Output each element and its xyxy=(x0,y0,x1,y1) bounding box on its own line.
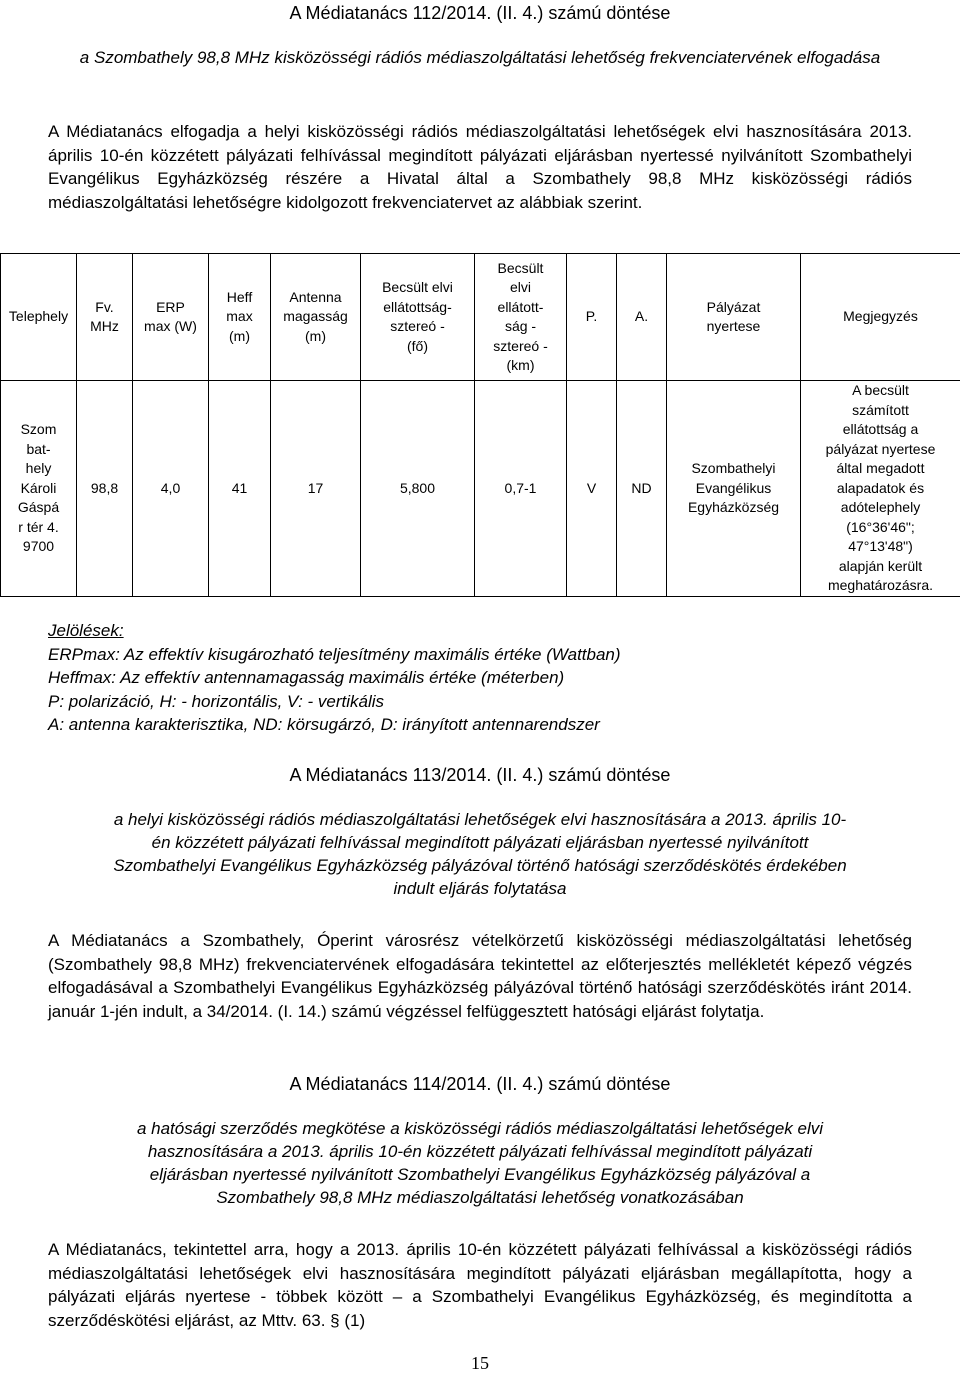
cell-coverage-people xyxy=(361,381,475,597)
cell-text-line: ellátottság a xyxy=(842,421,919,437)
cell-text-line: Gáspá xyxy=(17,499,60,515)
header-text-line: max (W) xyxy=(144,318,197,334)
cell-remark xyxy=(801,381,960,597)
header-erp-max xyxy=(133,254,209,381)
cell-telephely xyxy=(1,381,77,597)
header-frequency xyxy=(77,254,133,381)
header-telephely xyxy=(1,254,77,381)
cell-text-line: hely xyxy=(25,460,52,476)
header-winner xyxy=(667,254,801,381)
cell-text-line: bat- xyxy=(26,440,51,457)
header-text-line: ság - xyxy=(504,318,537,334)
header-text-line: Becsült elvi xyxy=(382,279,453,295)
cell-winner xyxy=(667,381,801,597)
cell-text-line: által megadott xyxy=(836,460,925,476)
header-text-line: ellátottság- xyxy=(383,298,452,315)
cell-text-line: (16°36'46"; xyxy=(846,518,915,535)
header-text-line: Heff xyxy=(226,288,253,305)
decision-114-subtitle xyxy=(48,1117,912,1209)
cell-text-line: pályázat nyertese xyxy=(825,440,936,457)
header-coverage-km xyxy=(475,254,567,381)
cell-coverage-km xyxy=(475,381,567,597)
decision-112-title: A Médiatanács 112/2014. (II. 4.) számú döntése xyxy=(289,3,671,23)
header-antenna-type xyxy=(617,254,667,381)
header-text-line: (m) xyxy=(305,327,326,344)
legend-line: Heffmax: Az effektív antennamagasság maximális értéke (méterben) xyxy=(48,668,565,687)
decision-113-title: A Médiatanács 113/2014. (II. 4.) számú döntése xyxy=(289,765,671,785)
subtitle-line: a helyi kisközösségi rádiós médiaszolgáltatási lehetőségek elvi hasznosítására a 2013. április 10- xyxy=(113,810,847,829)
subtitle-line: én közzétett pályázati felhívással megindított pályázati eljárásban nyertessé nyilvánított xyxy=(151,833,809,852)
header-text-line: magasság xyxy=(283,308,348,325)
subtitle-line: hasznosítására a 2013. április 10-én közzétett pályázati felhívással megindított pályázati xyxy=(147,1142,813,1161)
frequency-plan-table xyxy=(0,253,960,597)
cell-text-line: Károli xyxy=(20,479,57,496)
cell-text-line: A becsült xyxy=(852,382,909,398)
header-text-line: Megjegyzés xyxy=(843,308,918,325)
cell-antenna-height xyxy=(271,381,361,597)
header-coverage-people xyxy=(361,254,475,381)
table-row xyxy=(1,381,960,597)
header-text-line: Telephely xyxy=(8,308,69,325)
cell-erp-max xyxy=(133,381,209,597)
header-text-line: Pályázat xyxy=(706,298,761,315)
cell-text-line: V xyxy=(586,479,597,496)
subtitle-line: Szombathely 98,8 MHz médiaszolgáltatási lehetőség vonatkozásában xyxy=(216,1188,744,1207)
legend-line: A: antenna karakterisztika, ND: körsugárzó, D: irányított antennarendszer xyxy=(48,715,600,734)
subtitle-line: eljárásban nyertessé nyilvánított Szombathelyi Evangélikus Egyházközség pályázóval a xyxy=(149,1165,811,1184)
decision-114-title: A Médiatanács 114/2014. (II. 4.) számú döntése xyxy=(289,1074,671,1094)
cell-text-line: adótelephely xyxy=(840,499,921,515)
cell-text-line: 4,0 xyxy=(160,479,181,496)
header-heff-max xyxy=(209,254,271,381)
cell-text-line: 5,800 xyxy=(399,479,436,496)
cell-text-line: alapján került xyxy=(838,557,923,574)
header-text-line: P. xyxy=(585,308,598,325)
decision-113-subtitle xyxy=(48,808,912,900)
legend xyxy=(48,619,912,737)
cell-text-line: 41 xyxy=(231,479,248,496)
header-text-line: Becsült xyxy=(497,259,544,276)
cell-text-line: alapadatok és xyxy=(836,479,925,496)
cell-text-line: 47°13'48") xyxy=(848,538,913,554)
header-text-line: A. xyxy=(634,308,649,325)
cell-text-line: 9700 xyxy=(22,538,55,554)
decision-113-body: A Médiatanács a Szombathely, Óperint városrész vételkörzetű kisközösségi médiaszolgáltatási lehetőség (Szombathely 98,8 MHz) frekvenciatervének elfogadására tekintettel az előterjesztés mellékletét képező végzés elfogadásával a Szombathelyi Evangélikus Egyházközség pályázóval történő hatósági szerződéskötés iránt 2014. január 1-jén indult, a 34/2014. (I. 14.) számú végzéssel felfüggesztett hatósági eljárást folytatja. xyxy=(48,931,912,1021)
cell-text-line: 0,7-1 xyxy=(504,479,537,496)
cell-text-line: 17 xyxy=(307,479,324,496)
header-text-line: MHz xyxy=(90,318,119,334)
legend-line: ERPmax: Az effektív kisugározható teljesítmény maximális értéke (Wattban) xyxy=(48,644,621,664)
decision-114-body: A Médiatanács, tekintettel arra, hogy a 2013. április 10-én közzétett pályázati felhívással a kisközösségi rádiós médiaszolgáltatási lehetőségek elvi hasznosítására megindított pályázati eljárásban megállapította, hogy a pályázati eljárás nyertese - többek között – a Szombathelyi Evangélikus Egyházközség, és megindította a szerződéskötési eljárást, az Mttv. 63. § (1) xyxy=(48,1240,912,1330)
table-header-row xyxy=(1,254,960,381)
header-text-line: (m) xyxy=(229,327,250,344)
legend-line: P: polarizáció, H: - horizontális, V: - vertikális xyxy=(48,691,385,711)
page-number: 15 xyxy=(471,1353,489,1373)
header-text-line: (fő) xyxy=(407,337,428,354)
header-text-line: (km) xyxy=(506,357,535,373)
subtitle-line: a hatósági szerződés megkötése a kisközösségi rádiós médiaszolgáltatási lehetőségek elvi xyxy=(136,1119,824,1138)
header-text-line: elvi xyxy=(509,279,531,295)
cell-text-line: Szombathelyi xyxy=(691,460,776,476)
cell-antenna-type xyxy=(617,381,667,597)
header-text-line: ellátott- xyxy=(497,298,544,315)
header-antenna-height xyxy=(271,254,361,381)
header-text-line: Fv. xyxy=(95,298,114,315)
cell-text-line: 98,8 xyxy=(90,479,119,496)
cell-frequency xyxy=(77,381,133,597)
cell-text-line: Evangélikus xyxy=(695,479,772,496)
legend-title: Jelölések: xyxy=(48,621,124,640)
header-polarization xyxy=(567,254,617,381)
header-text-line: nyertese xyxy=(706,318,761,334)
cell-polarization xyxy=(567,381,617,597)
header-text-line: sztereó - xyxy=(390,318,445,334)
cell-text-line: Egyházközség xyxy=(687,499,780,515)
subtitle-line: indult eljárás folytatása xyxy=(393,879,567,898)
cell-text-line: ND xyxy=(631,479,652,496)
decision-112-subtitle: a Szombathely 98,8 MHz kisközösségi rádiós médiaszolgáltatási lehetőség frekvenciatervének elfogadása xyxy=(79,48,881,67)
cell-text-line: Szom xyxy=(20,421,57,437)
header-remark xyxy=(801,254,960,381)
subtitle-line: Szombathelyi Evangélikus Egyházközség pályázóval történő hatósági szerződéskötés érdekében xyxy=(113,856,847,875)
header-text-line: sztereó - xyxy=(493,337,548,354)
cell-text-line: r tér 4. xyxy=(18,518,59,535)
header-text-line: Antenna xyxy=(289,288,342,305)
header-text-line: max xyxy=(226,308,253,325)
decision-112-body: A Médiatanács elfogadja a helyi kisközösségi rádiós médiaszolgáltatási lehetőségek elvi hasznosítására 2013. április 10-én közzétett pályázati felhívással megindított pályázati eljárásban nyertessé nyilvánított Szombathelyi Evangélikus Egyházközség részére a Hivatal által a Szombathely 98,8 MHz kisközösségi rádiós médiaszolgáltatási lehetőségre kidolgozott frekvenciatervet az alábbiak szerint. xyxy=(48,122,912,212)
cell-text-line: számított xyxy=(852,401,909,418)
cell-heff-max xyxy=(209,381,271,597)
cell-text-line: meghatározásra. xyxy=(827,577,934,593)
header-text-line: ERP xyxy=(156,298,185,315)
